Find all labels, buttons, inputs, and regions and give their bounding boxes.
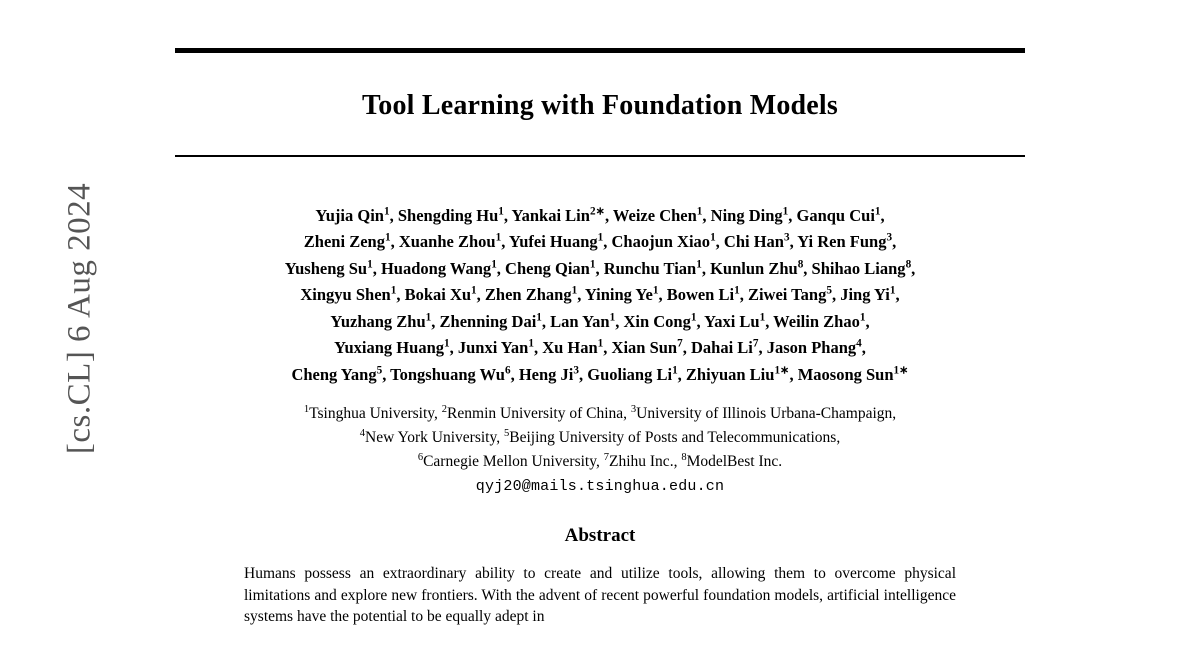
affiliation-list xyxy=(175,402,1025,474)
title-rule-top xyxy=(175,48,1025,53)
author-line: Yusheng Su$^1$, Huadong Wang$^1$, Cheng Qian$^1$, Runchu Tian$^1$, Kunlun Zhu$^8$, Shihao Liang$^8$, xyxy=(284,258,916,278)
author-line: Zheni Zeng$^1$, Xuanhe Zhou$^1$, Yufei Huang$^1$, Chaojun Xiao$^1$, Chi Han$^3$, Yi Ren Fung$^3$, xyxy=(303,231,897,251)
abstract-paragraph: Humans possess an extraordinary ability to create and utilize tools, allowing them to overcome physical limitations and explore new frontiers. With the advent of recent powerful foundation models, artificial intelligence systems have the potential to be equally adept in xyxy=(244,565,956,625)
author-line: Yuxiang Huang$^1$, Junxi Yan$^1$, Xu Han$^1$, Xian Sun$^7$, Dahai Li$^7$, Jason Phang$^4$, xyxy=(334,337,866,357)
title-rule-bottom xyxy=(175,155,1025,157)
contact-email[interactable]: qyj20@mails.tsinghua.edu.cn xyxy=(475,478,725,495)
affiliation-line: $^1$Tsinghua University, $^2$Renmin University of China, $^3$University of Illinois Urbana-Champaign, xyxy=(303,403,897,422)
author-line: Cheng Yang$^5$, Tongshuang Wu$^6$, Heng Ji$^3$, Guoliang Li$^1$, Zhiyuan Liu$^{1∗}$, Maosong Sun$^{1∗}$ xyxy=(291,364,909,384)
affiliation-line: $^4$New York University, $^5$Beijing University of Posts and Telecommunications, xyxy=(359,427,841,446)
author-list xyxy=(175,203,1025,389)
author-line: Yuzhang Zhu$^1$, Zhenning Dai$^1$, Lan Yan$^1$, Xin Cong$^1$, Yaxi Lu$^1$, Weilin Zhao$^1$, xyxy=(330,311,870,331)
arxiv-stamp xyxy=(0,0,160,648)
paper-page xyxy=(175,0,1025,648)
page-title: Tool Learning with Foundation Models xyxy=(361,90,839,121)
affiliation-line: $^6$Carnegie Mellon University, $^7$Zhihu Inc., $^8$ModelBest Inc. xyxy=(417,451,783,470)
author-line: Yujia Qin$^1$, Shengding Hu$^1$, Yankai Lin$^{2∗}$, Weize Chen$^1$, Ning Ding$^1$, Ganqu Cui$^1$, xyxy=(315,205,885,225)
author-line: Xingyu Shen$^1$, Bokai Xu$^1$, Zhen Zhang$^1$, Yining Ye$^1$, Bowen Li$^1$, Ziwei Tang$^5$, Jing Yi$^1$, xyxy=(300,284,900,304)
abstract-body xyxy=(244,563,956,628)
abstract-heading: Abstract xyxy=(564,525,636,546)
arxiv-stamp-text: [cs.CL] 6 Aug 2024 xyxy=(61,182,98,455)
